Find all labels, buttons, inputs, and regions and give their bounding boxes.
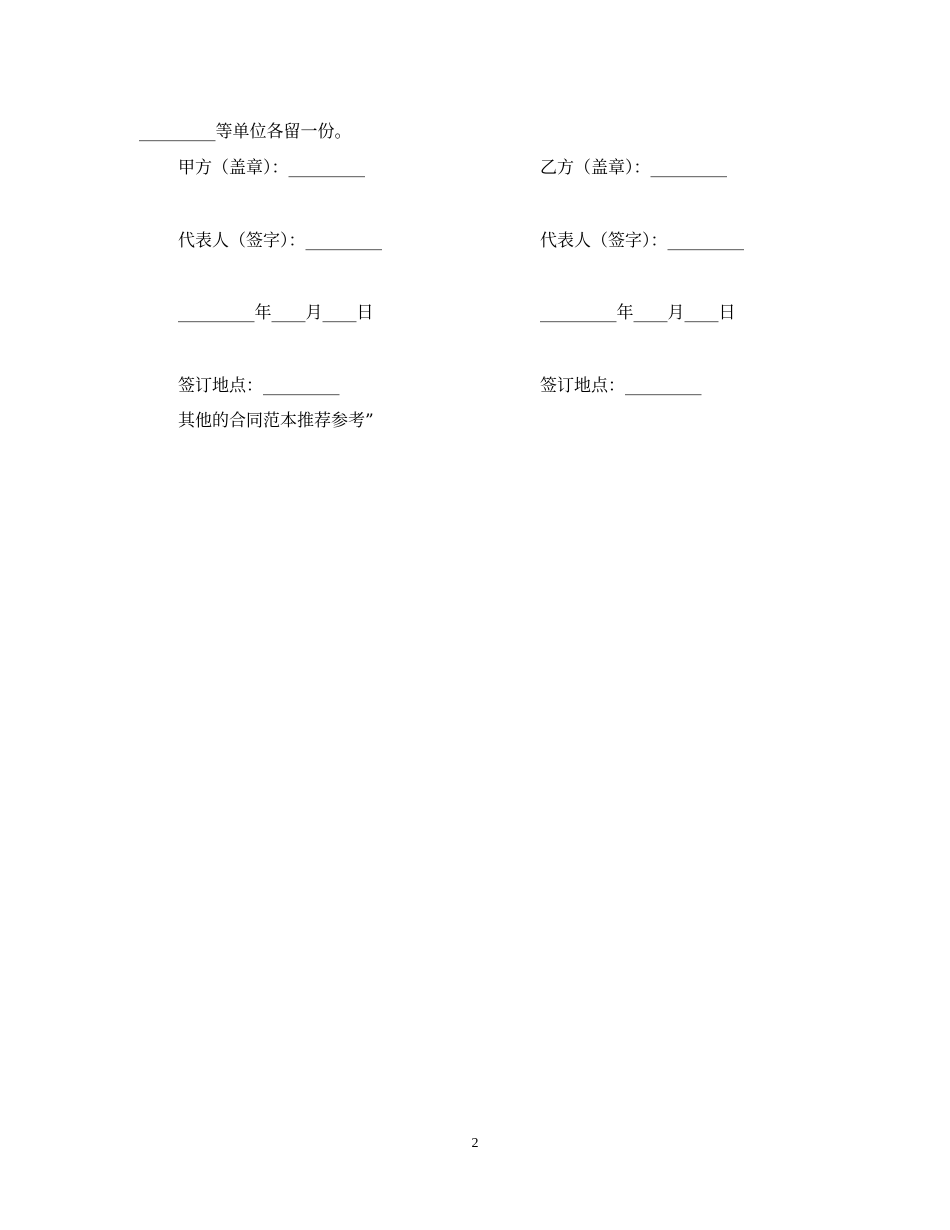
party-b-date: _________年____月____日 xyxy=(540,303,736,323)
page-number: 2 xyxy=(471,1136,479,1151)
party-a-place: 签订地点：_________ xyxy=(178,376,340,396)
recommendation-note: 其他的合同范本推荐参考” xyxy=(178,411,374,431)
party-b-representative: 代表人（签字）：_________ xyxy=(540,231,744,251)
party-b-place: 签订地点：_________ xyxy=(540,376,702,396)
copies-line: _________等单位各留一份。 xyxy=(139,122,352,142)
party-a-date: _________年____月____日 xyxy=(178,303,374,323)
party-a-seal: 甲方（盖章）：_________ xyxy=(178,158,365,178)
party-a-representative: 代表人（签字）：_________ xyxy=(178,231,382,251)
party-b-seal: 乙方（盖章）：_________ xyxy=(540,158,727,178)
